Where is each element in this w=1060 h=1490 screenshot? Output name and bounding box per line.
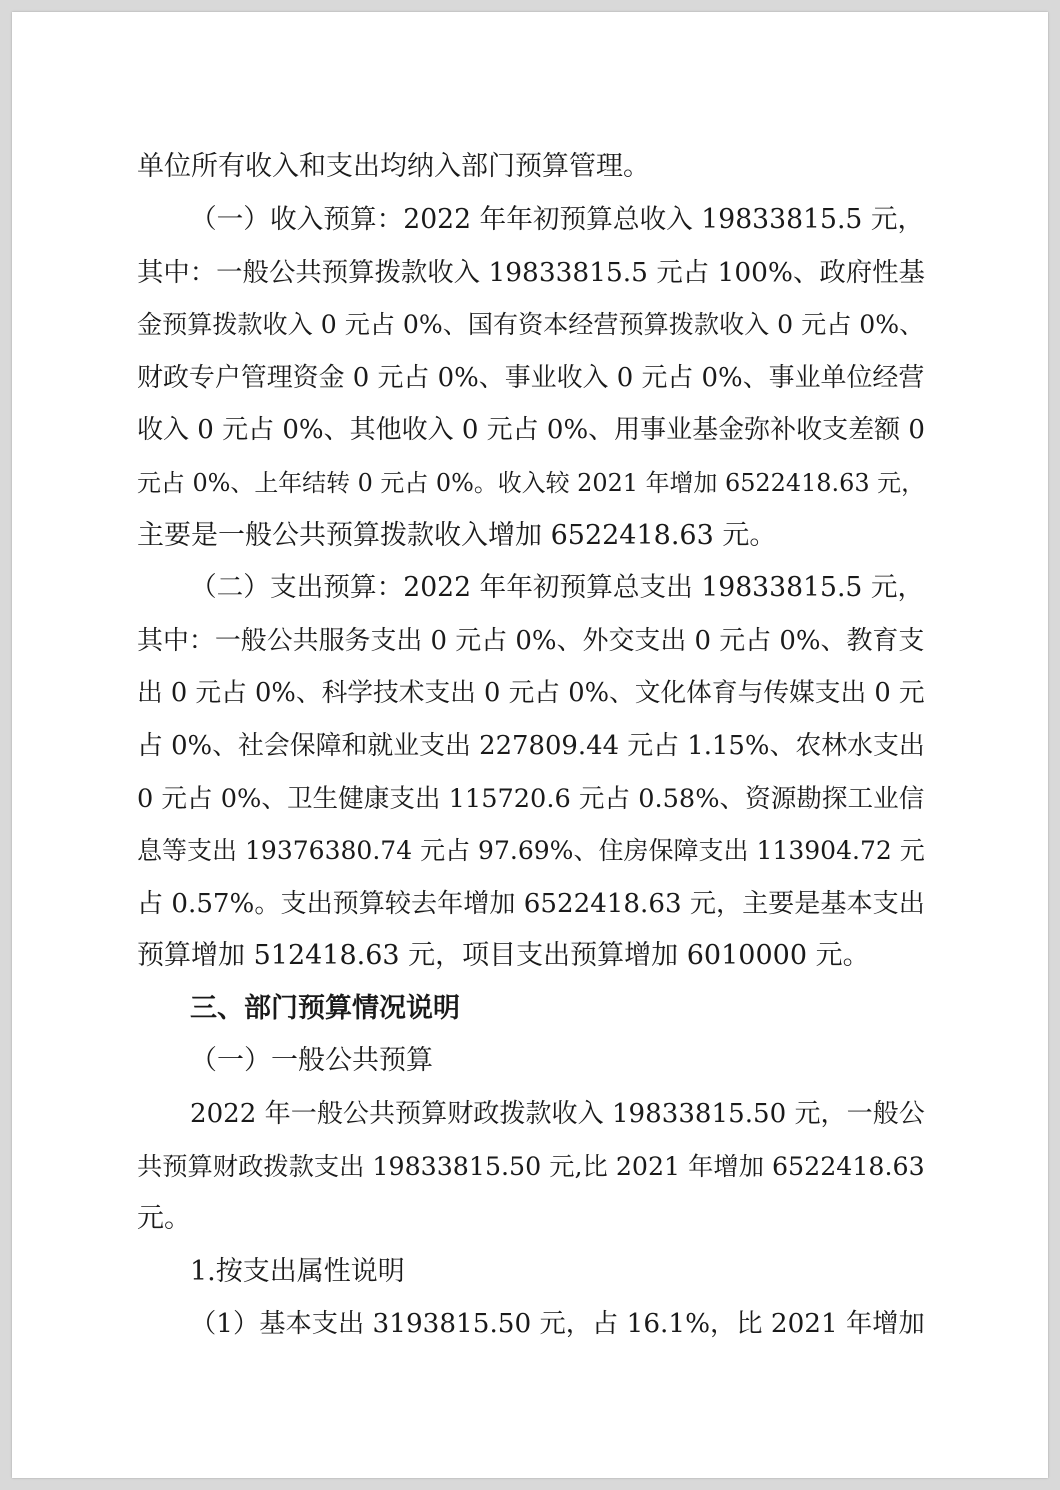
text-line: （1）基本支出 3193815.50 元，占 16.1%，比 2021 年增加 — [190, 1309, 925, 1339]
text-line: 0 元占 0%、卫生健康支出 115720.6 元占 0.58%、资源勘探工业信 — [137, 784, 925, 814]
text-line: 占 0%、社会保障和就业支出 227809.44 元占 1.15%、农林水支出 — [137, 731, 925, 761]
text-line: 收入 0 元占 0%、其他收入 0 元占 0%、用事业基金弥补收支差额 0 — [137, 415, 925, 445]
text-line: （一）收入预算：2022 年年初预算总收入 19833815.5 元， — [190, 204, 925, 235]
text-line: 息等支出 19376380.74 元占 97.69%、住房保障支出 113904.72 元 — [137, 836, 925, 865]
text-line: 主要是一般公共预算拨款收入增加 6522418.63 元。 — [137, 520, 777, 551]
document-page — [12, 12, 1048, 1478]
section-heading: 三、部门预算情况说明 — [190, 993, 460, 1024]
text-line: 预算增加 512418.63 元，项目支出预算增加 6010000 元。 — [137, 940, 870, 971]
text-line: 元。 — [137, 1203, 191, 1234]
text-line: 共预算财政拨款支出 19833815.50 元,比 2021 年增加 6522418.63 — [137, 1152, 925, 1181]
text-line: 其中：一般公共服务支出 0 元占 0%、外交支出 0 元占 0%、教育支 — [137, 626, 925, 656]
text-line: 元占 0%、上年结转 0 元占 0%。收入较 2021 年增加 6522418.63 元， — [137, 469, 926, 497]
text-line: 财政专户管理资金 0 元占 0%、事业收入 0 元占 0%、事业单位经营 — [137, 363, 925, 393]
numbered-heading: 1.按支出属性说明 — [190, 1256, 405, 1287]
text-line: 2022 年一般公共预算财政拨款收入 19833815.50 元，一般公 — [190, 1099, 925, 1129]
text-line: 占 0.57%。支出预算较去年增加 6522418.63 元，主要是基本支出 — [137, 889, 925, 919]
text-line: 其中：一般公共预算拨款收入 19833815.5 元占 100%、政府性基 — [137, 257, 925, 288]
text-line: （二）支出预算：2022 年年初预算总支出 19833815.5 元， — [190, 572, 925, 603]
text-line: 金预算拨款收入 0 元占 0%、国有资本经营预算拨款收入 0 元占 0%、 — [137, 310, 925, 339]
text-line: 出 0 元占 0%、科学技术支出 0 元占 0%、文化体育与传媒支出 0 元 — [137, 678, 925, 708]
text-line: 单位所有收入和支出均纳入部门预算管理。 — [137, 151, 650, 182]
subsection-heading: （一）一般公共预算 — [190, 1045, 433, 1076]
